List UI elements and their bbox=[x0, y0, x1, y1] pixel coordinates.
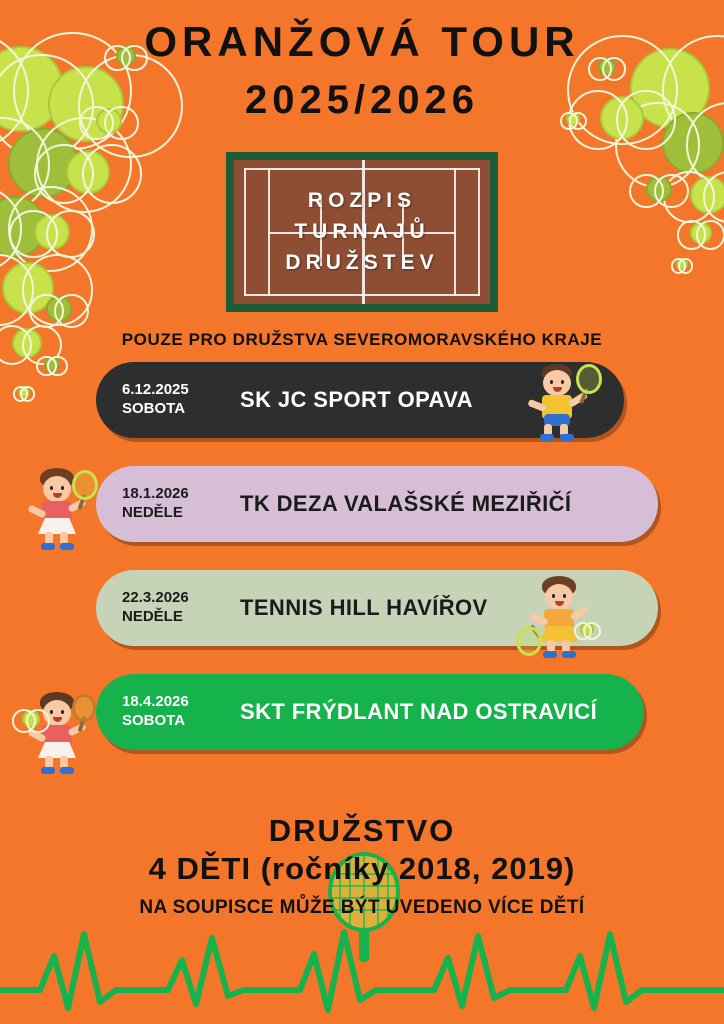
tournament-date: 18.1.2026 bbox=[122, 485, 189, 503]
tournament-date-block bbox=[122, 485, 240, 523]
tournament-date-block bbox=[122, 589, 240, 627]
tennis-ball-icon bbox=[690, 222, 712, 244]
tennis-player-icon bbox=[514, 576, 604, 660]
tennis-ball-icon bbox=[676, 258, 688, 270]
footer-line-1: DRUŽSTVO bbox=[268, 813, 456, 848]
tennis-ball-icon bbox=[690, 176, 724, 214]
tournament-weekday: SOBOTA bbox=[122, 400, 186, 417]
court-panel bbox=[226, 152, 498, 312]
tournament-list bbox=[0, 362, 724, 778]
tennis-player-icon bbox=[14, 692, 100, 778]
tournament-date: 22.3.2026 bbox=[122, 589, 189, 607]
tournament-club: SK JC SPORT OPAVA bbox=[240, 387, 473, 412]
tennis-player-icon bbox=[516, 362, 602, 440]
tournament-date-block bbox=[122, 693, 240, 731]
tournament-date: 18.4.2026 bbox=[122, 693, 189, 711]
tournament-row[interactable] bbox=[96, 674, 644, 750]
poster-season: 2025/2026 bbox=[244, 78, 480, 123]
tournament-row[interactable] bbox=[96, 466, 658, 542]
tournament-weekday: NEDĚLE bbox=[122, 504, 183, 521]
tournament-weekday: NEDĚLE bbox=[122, 608, 183, 625]
footer-line-2: 4 DĚTI (ročníky 2018, 2019) bbox=[148, 851, 576, 887]
tournament-club: SKT FRÝDLANT NAD OSTRAVICÍ bbox=[240, 699, 598, 724]
tennis-ball-icon bbox=[646, 176, 672, 202]
tournament-weekday: SOBOTA bbox=[122, 712, 186, 729]
tennis-ball-icon bbox=[46, 296, 72, 322]
tournament-date: 6.12.2025 bbox=[122, 381, 189, 399]
poster-title: ORANŽOVÁ TOUR bbox=[144, 18, 580, 65]
court-line-2: TURNAJŮ bbox=[294, 220, 430, 243]
poster-title-block bbox=[0, 18, 724, 128]
court-panel-text bbox=[234, 160, 490, 304]
poster-subtitle: POUZE PRO DRUŽSTVA SEVEROMORAVSKÉHO KRAJE bbox=[121, 330, 603, 349]
court-line-1: ROZPIS bbox=[307, 189, 417, 212]
tennis-ball-icon bbox=[22, 710, 40, 728]
tennis-ball-icon bbox=[34, 214, 70, 250]
tournament-date-block bbox=[122, 381, 240, 419]
footer-line-3: NA SOUPISCE MŮŽE BÝT UVEDENO VÍCE DĚTÍ bbox=[139, 897, 585, 919]
tournament-club: TENNIS HILL HAVÍŘOV bbox=[240, 595, 488, 620]
tennis-ball-icon bbox=[66, 150, 110, 194]
tennis-ball-icon bbox=[580, 622, 594, 636]
heartbeat-line-icon bbox=[0, 904, 724, 1024]
court-line-3: DRUŽSTEV bbox=[285, 251, 439, 274]
tournament-club: TK DEZA VALAŠSKÉ MEZIŘIČÍ bbox=[240, 491, 572, 516]
poster-footer bbox=[0, 812, 724, 919]
tennis-player-icon bbox=[14, 468, 100, 552]
